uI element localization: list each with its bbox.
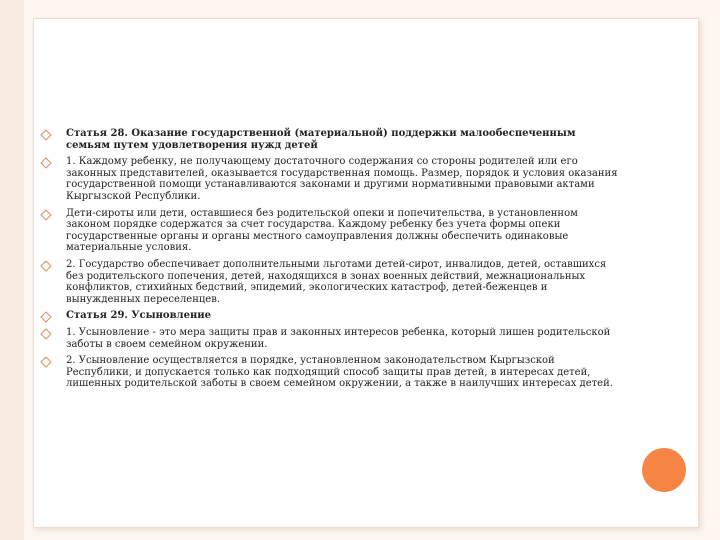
diamond-bullet-icon	[40, 312, 51, 323]
diamond-bullet-icon	[40, 158, 51, 169]
decorative-circle-icon	[642, 448, 686, 492]
diamond-bullet-icon	[40, 260, 51, 271]
item-text: 1. Каждому ребенку, не получающему достаточного содержания со стороны родителей или его законных представителей, оказывается государственная помощь. Размер, порядок и условия оказания государственной помощи устанавливаются законами и другими нормативными правовыми актами Кыргызской Республики.	[66, 156, 618, 202]
list-item	[42, 156, 622, 202]
item-text: 1. Усыновление - это мера защиты прав и законных интересов ребенка, который лишен родительской заботы в своем семейном окружении.	[66, 326, 611, 350]
list-item	[42, 310, 622, 322]
diamond-bullet-icon	[40, 209, 51, 220]
list-item	[42, 259, 622, 305]
diamond-bullet-icon	[40, 328, 51, 339]
list-item	[42, 355, 622, 390]
item-text: 2. Государство обеспечивает дополнительными льготами детей-сирот, инвалидов, детей, оставшихся без родительского попечения, детей, находящихся в зонах военных действий, межнациональных конфликтов, стихийных бедствий, эпидемий, экологических катастроф, детей-беженцев и вынужденных переселенцев.	[66, 258, 607, 305]
list-item	[42, 128, 622, 151]
item-text: Дети-сироты или дети, оставшиеся без родительской опеки и попечительства, в установленном законом порядке содержатся за счет государства. Каждому ребенку без учета формы опеки государственные органы и органы местного самоуправления должны обеспечить одинаковые материальные условия.	[66, 207, 578, 254]
item-text: Статья 29. Усыновление	[66, 310, 212, 322]
item-text: 2. Усыновление осуществляется в порядке, установленном законодательством Кыргызской Республики, и допускается только как подходящий способ защиты прав детей, в интересах детей, лишенных родительской заботы в своем семейном окружении, а также в наилучших интересах детей.	[66, 355, 613, 390]
left-margin-strip	[0, 0, 24, 540]
diamond-bullet-icon	[40, 129, 51, 140]
list-item	[42, 327, 622, 350]
item-text: Статья 28. Оказание государственной (материальной) поддержки малообеспеченным семьям путем удовлетворения нужд детей	[66, 128, 576, 151]
diamond-bullet-icon	[40, 356, 51, 367]
list-item	[42, 208, 622, 254]
bullet-list	[42, 128, 622, 395]
